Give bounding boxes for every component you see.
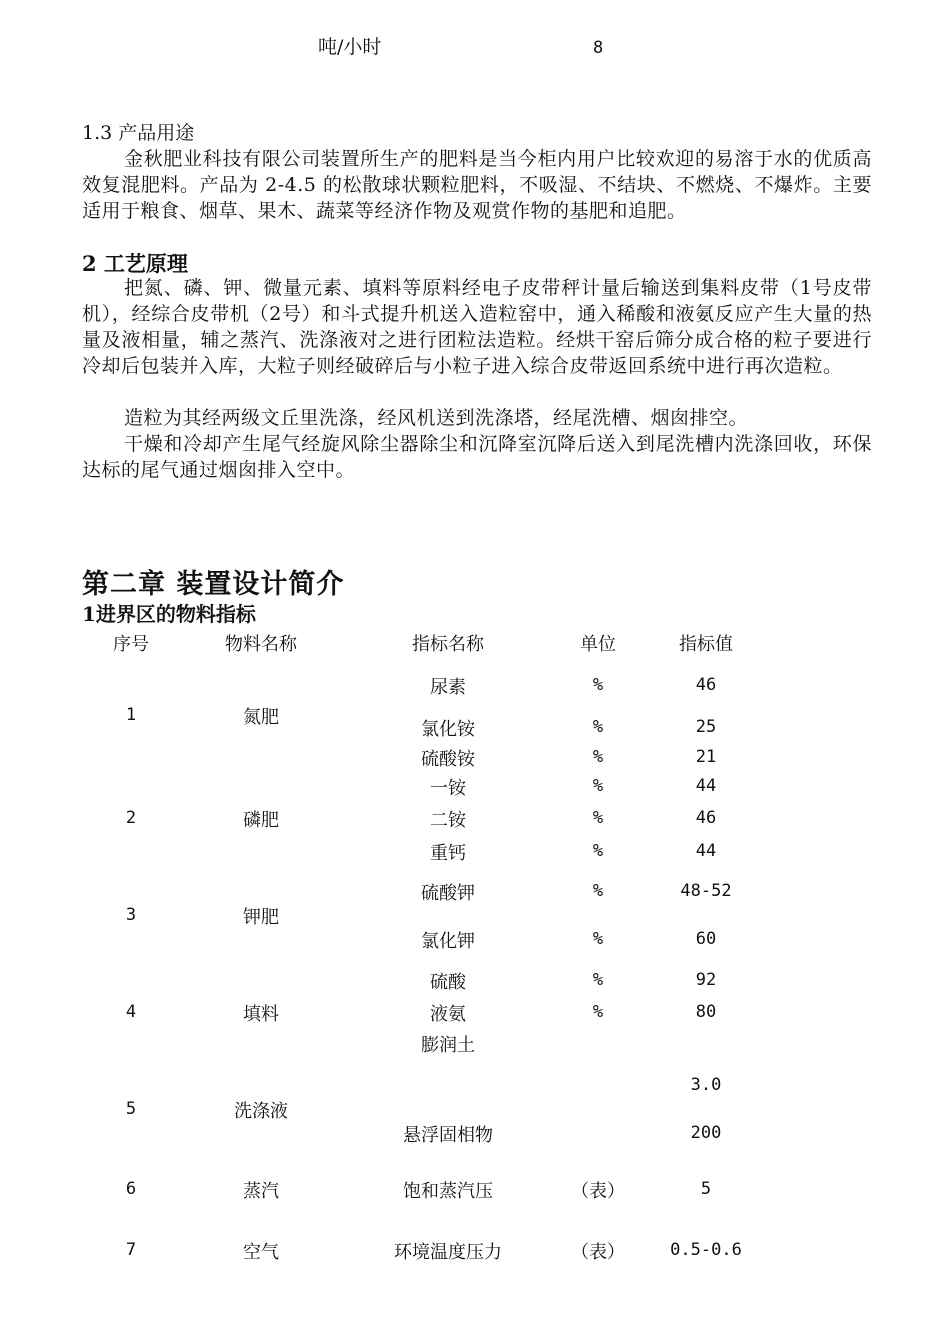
group-seq: 2 <box>125 808 137 828</box>
row-indicator: 尿素 <box>430 677 466 698</box>
row-unit: % <box>592 776 604 796</box>
row-value: 5 <box>700 1179 712 1199</box>
row-unit: % <box>592 808 604 828</box>
header-unit: 单位 <box>580 634 616 655</box>
subsection-heading: 1进界区的物料指标 <box>82 602 256 626</box>
row-indicator: 二铵 <box>430 810 466 831</box>
row-unit: （表） <box>571 1181 625 1202</box>
row-indicator: 氯化铵 <box>421 719 475 740</box>
header-value: 指标值 <box>679 634 733 655</box>
group-material: 钾肥 <box>243 907 279 928</box>
header-seq: 序号 <box>113 634 149 655</box>
row-value: 44 <box>695 841 717 861</box>
row-unit: % <box>592 881 604 901</box>
group-material: 磷肥 <box>243 810 279 831</box>
paragraph-process-2: 造粒为其经两级文丘里洗涤，经风机送到洗涤塔，经尾洗槽、烟囱排空。 <box>124 407 749 429</box>
row-value: 0.5-0.6 <box>670 1240 742 1260</box>
row-unit: % <box>592 675 604 695</box>
chapter-title: 第二章 装置设计简介 <box>82 569 345 600</box>
group-seq: 7 <box>125 1240 137 1260</box>
row-unit: % <box>592 841 604 861</box>
group-material: 填料 <box>243 1004 279 1025</box>
top-row-unit: 吨/小时 <box>318 36 382 58</box>
row-value: 92 <box>695 970 717 990</box>
group-material: 洗涤液 <box>234 1101 288 1122</box>
row-unit: % <box>592 929 604 949</box>
row-value: 25 <box>695 717 717 737</box>
section-heading-1-3: 1.3 产品用途 <box>82 122 195 144</box>
group-material: 空气 <box>243 1242 279 1263</box>
row-unit: % <box>592 970 604 990</box>
group-seq: 3 <box>125 905 137 925</box>
row-indicator: 悬浮固相物 <box>403 1125 493 1146</box>
row-indicator: 膨润土 <box>421 1035 475 1056</box>
row-indicator: 一铵 <box>430 778 466 799</box>
group-material: 蒸汽 <box>243 1181 279 1202</box>
paragraph-product-usage: 金秋肥业科技有限公司装置所生产的肥料是当今柜内用户比较欢迎的易溶于水的优质高效复混肥料。产品为 2-4.5 的松散球状颗粒肥料，不吸湿、不结块、不燃烧、不爆炸。主要适用于粮食、烟草、果木、蔬菜等经济作物及观赏作物的基肥和追肥。 <box>82 148 872 222</box>
row-indicator: 饱和蒸汽压 <box>403 1181 493 1202</box>
row-value: 21 <box>695 747 717 767</box>
group-seq: 4 <box>125 1002 137 1022</box>
header-material: 物料名称 <box>225 634 297 655</box>
row-value: 3.0 <box>690 1075 722 1095</box>
paragraph-process-3: 干燥和冷却产生尾气经旋风除尘器除尘和沉降室沉降后送入到尾洗槽内洗涤回收，环保达标的尾气通过烟囱排入空中。 <box>82 433 872 481</box>
row-unit: （表） <box>571 1242 625 1263</box>
row-value: 60 <box>695 929 717 949</box>
row-indicator: 硫酸钾 <box>421 883 475 904</box>
top-row-value: 8 <box>593 38 604 58</box>
row-indicator: 硫酸 <box>430 972 466 993</box>
row-indicator: 重钙 <box>430 843 466 864</box>
row-indicator: 氯化钾 <box>421 931 475 952</box>
row-unit: % <box>592 1002 604 1022</box>
row-value: 46 <box>695 675 717 695</box>
paragraph-process-1: 把氮、磷、钾、微量元素、填料等原料经电子皮带秤计量后输送到集料皮带（1号皮带机），经综合皮带机（2号）和斗式提升机送入造粒窑中，通入稀酸和液氨反应产生大量的热量及液相量，辅之蒸汽、洗涤液对之进行团粒法造粒。经烘干窑后筛分成合格的粒子要进行冷却后包装并入库，大粒子则经破碎后与小粒子进入综合皮带返回系统中进行再次造粒。 <box>82 277 872 377</box>
row-indicator: 液氨 <box>430 1004 466 1025</box>
row-indicator: 环境温度压力 <box>394 1242 502 1263</box>
row-value: 48-52 <box>680 881 732 901</box>
group-material: 氮肥 <box>243 707 279 728</box>
row-value: 44 <box>695 776 717 796</box>
section-heading-2: 2 工艺原理 <box>82 251 188 276</box>
header-indicator: 指标名称 <box>412 634 484 655</box>
group-seq: 6 <box>125 1179 137 1199</box>
row-value: 80 <box>695 1002 717 1022</box>
row-unit: % <box>592 747 604 767</box>
group-seq: 1 <box>125 705 137 725</box>
row-value: 200 <box>690 1123 722 1143</box>
group-seq: 5 <box>125 1099 137 1119</box>
row-value: 46 <box>695 808 717 828</box>
row-indicator: 硫酸铵 <box>421 749 475 770</box>
row-unit: % <box>592 717 604 737</box>
